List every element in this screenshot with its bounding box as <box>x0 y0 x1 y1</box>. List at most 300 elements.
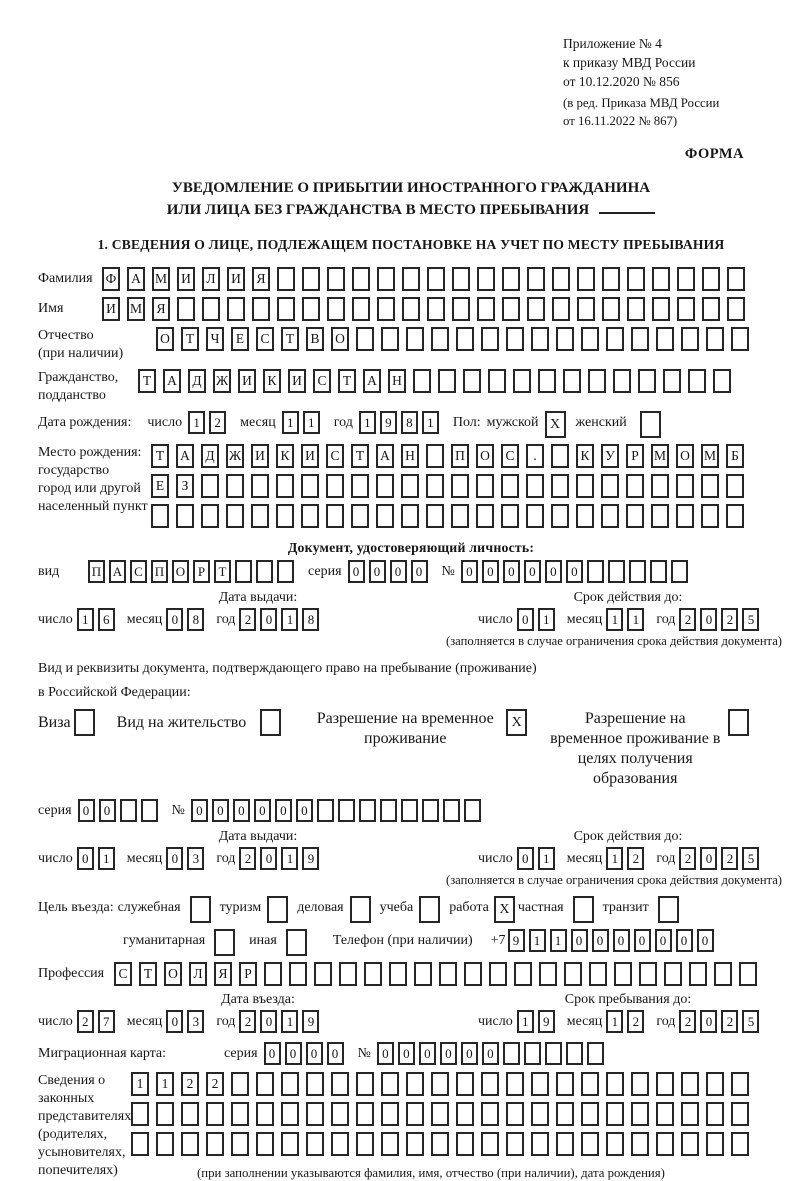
form-cell[interactable] <box>681 327 699 351</box>
form-cell[interactable] <box>652 267 670 291</box>
form-cell[interactable] <box>381 1102 399 1126</box>
form-cell[interactable]: 5 <box>742 1010 759 1033</box>
form-cell[interactable] <box>302 267 320 291</box>
form-cell[interactable] <box>477 267 495 291</box>
form-cell[interactable]: 7 <box>98 1010 115 1033</box>
form-cell[interactable] <box>581 1072 599 1096</box>
form-cell[interactable]: 0 <box>482 560 499 583</box>
form-cell[interactable]: 0 <box>613 929 630 952</box>
form-cell[interactable] <box>501 474 519 498</box>
form-cell[interactable] <box>427 267 445 291</box>
form-cell[interactable] <box>452 297 470 321</box>
purpose-business-checkbox[interactable] <box>350 896 371 923</box>
form-cell[interactable]: 5 <box>742 847 759 870</box>
form-cell[interactable]: О <box>476 444 494 468</box>
form-cell[interactable] <box>206 1102 224 1126</box>
form-cell[interactable]: О <box>331 327 349 351</box>
form-cell[interactable] <box>706 1102 724 1126</box>
form-cell[interactable] <box>181 1132 199 1156</box>
form-cell[interactable]: 3 <box>187 847 204 870</box>
form-cell[interactable]: 0 <box>191 799 208 822</box>
form-cell[interactable]: 2 <box>721 847 738 870</box>
form-cell[interactable] <box>302 297 320 321</box>
form-cell[interactable] <box>426 504 444 528</box>
form-cell[interactable]: И <box>227 267 245 291</box>
form-cell[interactable] <box>351 474 369 498</box>
sex-female-checkbox[interactable] <box>640 411 661 438</box>
form-cell[interactable] <box>503 1042 520 1065</box>
form-cell[interactable] <box>587 560 604 583</box>
form-cell[interactable] <box>601 504 619 528</box>
form-cell[interactable] <box>681 1132 699 1156</box>
form-cell[interactable]: 0 <box>327 1042 344 1065</box>
form-cell[interactable] <box>356 1102 374 1126</box>
form-cell[interactable] <box>677 267 695 291</box>
form-cell[interactable] <box>664 962 682 986</box>
form-cell[interactable] <box>681 1072 699 1096</box>
form-cell[interactable] <box>527 297 545 321</box>
form-cell[interactable] <box>577 297 595 321</box>
form-cell[interactable]: А <box>163 369 181 393</box>
form-cell[interactable]: Я <box>214 962 232 986</box>
form-cell[interactable] <box>456 1072 474 1096</box>
form-cell[interactable] <box>701 504 719 528</box>
form-cell[interactable] <box>581 327 599 351</box>
form-cell[interactable] <box>251 504 269 528</box>
form-cell[interactable]: К <box>576 444 594 468</box>
form-cell[interactable] <box>131 1102 149 1126</box>
form-cell[interactable]: И <box>102 297 120 321</box>
form-cell[interactable]: М <box>651 444 669 468</box>
form-cell[interactable] <box>601 474 619 498</box>
form-cell[interactable] <box>326 474 344 498</box>
form-cell[interactable] <box>226 504 244 528</box>
form-cell[interactable]: С <box>130 560 147 583</box>
form-cell[interactable] <box>327 267 345 291</box>
form-cell[interactable] <box>156 1132 174 1156</box>
form-cell[interactable]: 2 <box>679 608 696 631</box>
form-cell[interactable]: 0 <box>482 1042 499 1065</box>
form-cell[interactable] <box>539 962 557 986</box>
form-cell[interactable] <box>301 474 319 498</box>
form-cell[interactable] <box>581 1132 599 1156</box>
form-cell[interactable] <box>688 369 706 393</box>
form-cell[interactable]: 0 <box>260 1010 277 1033</box>
form-cell[interactable] <box>556 1132 574 1156</box>
form-cell[interactable] <box>317 799 334 822</box>
form-cell[interactable]: 0 <box>419 1042 436 1065</box>
form-cell[interactable] <box>629 560 646 583</box>
form-cell[interactable] <box>638 369 656 393</box>
form-cell[interactable] <box>456 1132 474 1156</box>
form-cell[interactable]: 0 <box>461 560 478 583</box>
form-cell[interactable]: 3 <box>187 1010 204 1033</box>
form-cell[interactable]: 2 <box>206 1072 224 1096</box>
form-cell[interactable] <box>377 267 395 291</box>
form-cell[interactable] <box>639 962 657 986</box>
form-cell[interactable] <box>506 1072 524 1096</box>
form-cell[interactable]: А <box>363 369 381 393</box>
form-cell[interactable] <box>201 504 219 528</box>
form-cell[interactable]: Н <box>388 369 406 393</box>
form-cell[interactable] <box>356 1072 374 1096</box>
form-cell[interactable] <box>201 474 219 498</box>
form-cell[interactable] <box>402 297 420 321</box>
form-cell[interactable] <box>376 504 394 528</box>
form-cell[interactable] <box>631 1132 649 1156</box>
form-cell[interactable] <box>438 369 456 393</box>
form-cell[interactable]: 1 <box>517 1010 534 1033</box>
form-cell[interactable] <box>650 560 667 583</box>
form-cell[interactable] <box>608 560 625 583</box>
form-cell[interactable]: О <box>676 444 694 468</box>
form-cell[interactable] <box>426 474 444 498</box>
form-cell[interactable]: 9 <box>302 847 319 870</box>
form-cell[interactable] <box>276 504 294 528</box>
purpose-other-checkbox[interactable] <box>286 929 307 956</box>
form-cell[interactable] <box>231 1132 249 1156</box>
form-cell[interactable] <box>606 327 624 351</box>
form-cell[interactable]: М <box>152 267 170 291</box>
form-cell[interactable]: 0 <box>517 847 534 870</box>
form-cell[interactable] <box>656 1132 674 1156</box>
form-cell[interactable]: М <box>127 297 145 321</box>
form-cell[interactable]: 0 <box>254 799 271 822</box>
form-cell[interactable]: М <box>701 444 719 468</box>
form-cell[interactable] <box>401 474 419 498</box>
form-cell[interactable]: И <box>301 444 319 468</box>
form-cell[interactable] <box>481 1132 499 1156</box>
form-cell[interactable]: Д <box>188 369 206 393</box>
form-cell[interactable] <box>276 474 294 498</box>
form-cell[interactable] <box>131 1132 149 1156</box>
form-cell[interactable]: 1 <box>538 847 555 870</box>
form-cell[interactable] <box>202 297 220 321</box>
form-cell[interactable] <box>714 962 732 986</box>
form-cell[interactable]: 1 <box>281 847 298 870</box>
form-cell[interactable] <box>306 1132 324 1156</box>
form-cell[interactable]: 8 <box>401 411 418 434</box>
form-cell[interactable]: С <box>326 444 344 468</box>
form-cell[interactable]: 1 <box>77 608 94 631</box>
form-cell[interactable]: 1 <box>422 411 439 434</box>
form-cell[interactable] <box>706 1132 724 1156</box>
form-cell[interactable]: Р <box>193 560 210 583</box>
form-cell[interactable] <box>656 1102 674 1126</box>
form-cell[interactable] <box>551 444 569 468</box>
form-cell[interactable] <box>527 267 545 291</box>
form-cell[interactable] <box>481 1072 499 1096</box>
form-cell[interactable] <box>676 474 694 498</box>
form-cell[interactable]: 0 <box>348 560 365 583</box>
form-cell[interactable]: 1 <box>606 847 623 870</box>
form-cell[interactable] <box>431 1072 449 1096</box>
form-cell[interactable]: 1 <box>359 411 376 434</box>
form-cell[interactable] <box>422 799 439 822</box>
form-cell[interactable] <box>251 474 269 498</box>
form-cell[interactable]: 9 <box>508 929 525 952</box>
form-cell[interactable]: Н <box>401 444 419 468</box>
form-cell[interactable]: 0 <box>260 847 277 870</box>
form-cell[interactable]: К <box>276 444 294 468</box>
temp-residence-checkbox[interactable]: X <box>506 709 527 736</box>
form-cell[interactable] <box>531 1102 549 1126</box>
form-cell[interactable]: 2 <box>209 411 226 434</box>
form-cell[interactable] <box>464 799 481 822</box>
form-cell[interactable] <box>588 369 606 393</box>
form-cell[interactable] <box>502 297 520 321</box>
form-cell[interactable] <box>514 962 532 986</box>
form-cell[interactable] <box>413 369 431 393</box>
form-cell[interactable] <box>277 267 295 291</box>
form-cell[interactable] <box>626 474 644 498</box>
form-cell[interactable]: П <box>151 560 168 583</box>
form-cell[interactable]: 0 <box>517 608 534 631</box>
form-cell[interactable] <box>452 267 470 291</box>
purpose-tourism-checkbox[interactable] <box>267 896 288 923</box>
form-cell[interactable] <box>177 297 195 321</box>
form-cell[interactable]: 0 <box>285 1042 302 1065</box>
form-cell[interactable]: З <box>176 474 194 498</box>
form-cell[interactable] <box>566 1042 583 1065</box>
form-cell[interactable]: Р <box>626 444 644 468</box>
form-cell[interactable] <box>614 962 632 986</box>
form-cell[interactable] <box>256 1102 274 1126</box>
form-cell[interactable] <box>451 504 469 528</box>
form-cell[interactable]: 0 <box>545 560 562 583</box>
form-cell[interactable] <box>526 474 544 498</box>
form-cell[interactable]: 0 <box>700 608 717 631</box>
form-cell[interactable]: П <box>88 560 105 583</box>
form-cell[interactable]: 0 <box>566 560 583 583</box>
form-cell[interactable]: 0 <box>77 847 94 870</box>
form-cell[interactable]: 0 <box>700 1010 717 1033</box>
form-cell[interactable] <box>576 474 594 498</box>
form-cell[interactable]: О <box>156 327 174 351</box>
form-cell[interactable] <box>731 1102 749 1126</box>
form-cell[interactable]: 1 <box>188 411 205 434</box>
form-cell[interactable] <box>651 474 669 498</box>
form-cell[interactable]: Ж <box>226 444 244 468</box>
form-cell[interactable] <box>581 1102 599 1126</box>
form-cell[interactable]: 5 <box>742 608 759 631</box>
form-cell[interactable]: 1 <box>282 411 299 434</box>
purpose-humanitarian-checkbox[interactable] <box>214 929 235 956</box>
form-cell[interactable] <box>235 560 252 583</box>
form-cell[interactable]: 0 <box>99 799 116 822</box>
form-cell[interactable]: 0 <box>697 929 714 952</box>
form-cell[interactable] <box>356 327 374 351</box>
form-cell[interactable] <box>176 504 194 528</box>
sex-male-checkbox[interactable]: X <box>545 411 566 438</box>
form-cell[interactable] <box>563 369 581 393</box>
form-cell[interactable] <box>545 1042 562 1065</box>
form-cell[interactable] <box>206 1132 224 1156</box>
form-cell[interactable] <box>726 504 744 528</box>
form-cell[interactable] <box>463 369 481 393</box>
form-cell[interactable] <box>301 504 319 528</box>
form-cell[interactable]: 1 <box>550 929 567 952</box>
form-cell[interactable] <box>713 369 731 393</box>
form-cell[interactable]: . <box>526 444 544 468</box>
form-cell[interactable] <box>551 474 569 498</box>
form-cell[interactable]: 0 <box>461 1042 478 1065</box>
form-cell[interactable] <box>506 1132 524 1156</box>
form-cell[interactable]: А <box>109 560 126 583</box>
form-cell[interactable]: К <box>263 369 281 393</box>
form-cell[interactable] <box>402 267 420 291</box>
form-cell[interactable] <box>281 1072 299 1096</box>
form-cell[interactable] <box>706 1072 724 1096</box>
purpose-private-checkbox[interactable] <box>573 896 594 923</box>
form-cell[interactable]: И <box>177 267 195 291</box>
form-cell[interactable] <box>551 504 569 528</box>
form-cell[interactable] <box>381 327 399 351</box>
form-cell[interactable]: И <box>238 369 256 393</box>
form-cell[interactable] <box>552 267 570 291</box>
form-cell[interactable]: 1 <box>606 608 623 631</box>
form-cell[interactable]: Е <box>231 327 249 351</box>
form-cell[interactable]: 0 <box>390 560 407 583</box>
form-cell[interactable]: 0 <box>592 929 609 952</box>
form-cell[interactable]: Т <box>351 444 369 468</box>
form-cell[interactable]: С <box>114 962 132 986</box>
form-cell[interactable]: 0 <box>166 847 183 870</box>
form-cell[interactable] <box>531 1072 549 1096</box>
form-cell[interactable]: 2 <box>239 847 256 870</box>
form-cell[interactable] <box>406 1072 424 1096</box>
form-cell[interactable]: 2 <box>721 608 738 631</box>
form-cell[interactable] <box>556 327 574 351</box>
form-cell[interactable] <box>451 474 469 498</box>
form-cell[interactable]: 0 <box>524 560 541 583</box>
form-cell[interactable]: 9 <box>380 411 397 434</box>
form-cell[interactable] <box>627 267 645 291</box>
form-cell[interactable] <box>676 504 694 528</box>
form-cell[interactable] <box>359 799 376 822</box>
form-cell[interactable] <box>281 1102 299 1126</box>
form-cell[interactable] <box>289 962 307 986</box>
form-cell[interactable] <box>524 1042 541 1065</box>
form-cell[interactable] <box>306 1102 324 1126</box>
form-cell[interactable]: Т <box>281 327 299 351</box>
form-cell[interactable]: 2 <box>239 608 256 631</box>
form-cell[interactable] <box>526 504 544 528</box>
form-cell[interactable] <box>406 327 424 351</box>
form-cell[interactable] <box>727 267 745 291</box>
purpose-study-checkbox[interactable] <box>419 896 440 923</box>
form-cell[interactable]: 1 <box>606 1010 623 1033</box>
form-cell[interactable]: А <box>376 444 394 468</box>
form-cell[interactable]: 1 <box>538 608 555 631</box>
purpose-transit-checkbox[interactable] <box>658 896 679 923</box>
form-cell[interactable]: У <box>601 444 619 468</box>
form-cell[interactable] <box>606 1132 624 1156</box>
form-cell[interactable]: Т <box>138 369 156 393</box>
form-cell[interactable] <box>501 504 519 528</box>
form-cell[interactable]: О <box>164 962 182 986</box>
form-cell[interactable] <box>631 1102 649 1126</box>
form-cell[interactable] <box>538 369 556 393</box>
form-cell[interactable] <box>656 327 674 351</box>
form-cell[interactable] <box>513 369 531 393</box>
form-cell[interactable] <box>477 297 495 321</box>
residence-permit-checkbox[interactable] <box>260 709 281 736</box>
form-cell[interactable]: В <box>306 327 324 351</box>
form-cell[interactable]: 0 <box>306 1042 323 1065</box>
form-cell[interactable] <box>731 1072 749 1096</box>
form-cell[interactable] <box>656 1072 674 1096</box>
form-cell[interactable] <box>626 504 644 528</box>
form-cell[interactable]: 0 <box>296 799 313 822</box>
form-cell[interactable]: 0 <box>264 1042 281 1065</box>
form-cell[interactable] <box>606 1072 624 1096</box>
form-cell[interactable]: 0 <box>377 1042 394 1065</box>
form-cell[interactable]: О <box>172 560 189 583</box>
form-cell[interactable]: 0 <box>655 929 672 952</box>
form-cell[interactable] <box>631 327 649 351</box>
form-cell[interactable] <box>631 1072 649 1096</box>
form-cell[interactable] <box>352 297 370 321</box>
form-cell[interactable] <box>506 1102 524 1126</box>
form-cell[interactable]: Я <box>252 267 270 291</box>
form-cell[interactable] <box>613 369 631 393</box>
form-cell[interactable]: С <box>256 327 274 351</box>
form-cell[interactable] <box>564 962 582 986</box>
form-cell[interactable] <box>627 297 645 321</box>
form-cell[interactable]: 8 <box>302 608 319 631</box>
form-cell[interactable] <box>577 267 595 291</box>
form-cell[interactable]: Л <box>202 267 220 291</box>
form-cell[interactable]: 0 <box>369 560 386 583</box>
form-cell[interactable] <box>331 1132 349 1156</box>
form-cell[interactable] <box>431 327 449 351</box>
form-cell[interactable]: 2 <box>679 847 696 870</box>
form-cell[interactable] <box>331 1072 349 1096</box>
form-cell[interactable]: Т <box>151 444 169 468</box>
form-cell[interactable]: А <box>176 444 194 468</box>
form-cell[interactable]: 2 <box>181 1072 199 1096</box>
form-cell[interactable] <box>256 560 273 583</box>
form-cell[interactable]: 0 <box>398 1042 415 1065</box>
form-cell[interactable]: 0 <box>411 560 428 583</box>
form-cell[interactable] <box>256 1132 274 1156</box>
form-cell[interactable] <box>181 1102 199 1126</box>
form-cell[interactable] <box>331 1102 349 1126</box>
form-cell[interactable] <box>481 327 499 351</box>
form-cell[interactable] <box>380 799 397 822</box>
form-cell[interactable]: 1 <box>627 608 644 631</box>
form-cell[interactable]: Я <box>152 297 170 321</box>
form-cell[interactable]: Б <box>726 444 744 468</box>
form-cell[interactable] <box>702 267 720 291</box>
purpose-work-checkbox[interactable]: X <box>494 896 515 923</box>
form-cell[interactable] <box>277 297 295 321</box>
form-cell[interactable]: 2 <box>679 1010 696 1033</box>
form-cell[interactable]: 0 <box>212 799 229 822</box>
form-cell[interactable] <box>556 1072 574 1096</box>
form-cell[interactable] <box>376 474 394 498</box>
form-cell[interactable]: 0 <box>260 608 277 631</box>
visa-checkbox[interactable] <box>74 709 95 736</box>
form-cell[interactable]: Ф <box>102 267 120 291</box>
form-cell[interactable]: 2 <box>77 1010 94 1033</box>
form-cell[interactable] <box>120 799 137 822</box>
form-cell[interactable] <box>156 1102 174 1126</box>
form-cell[interactable]: 1 <box>156 1072 174 1096</box>
form-cell[interactable]: И <box>288 369 306 393</box>
form-cell[interactable] <box>576 504 594 528</box>
